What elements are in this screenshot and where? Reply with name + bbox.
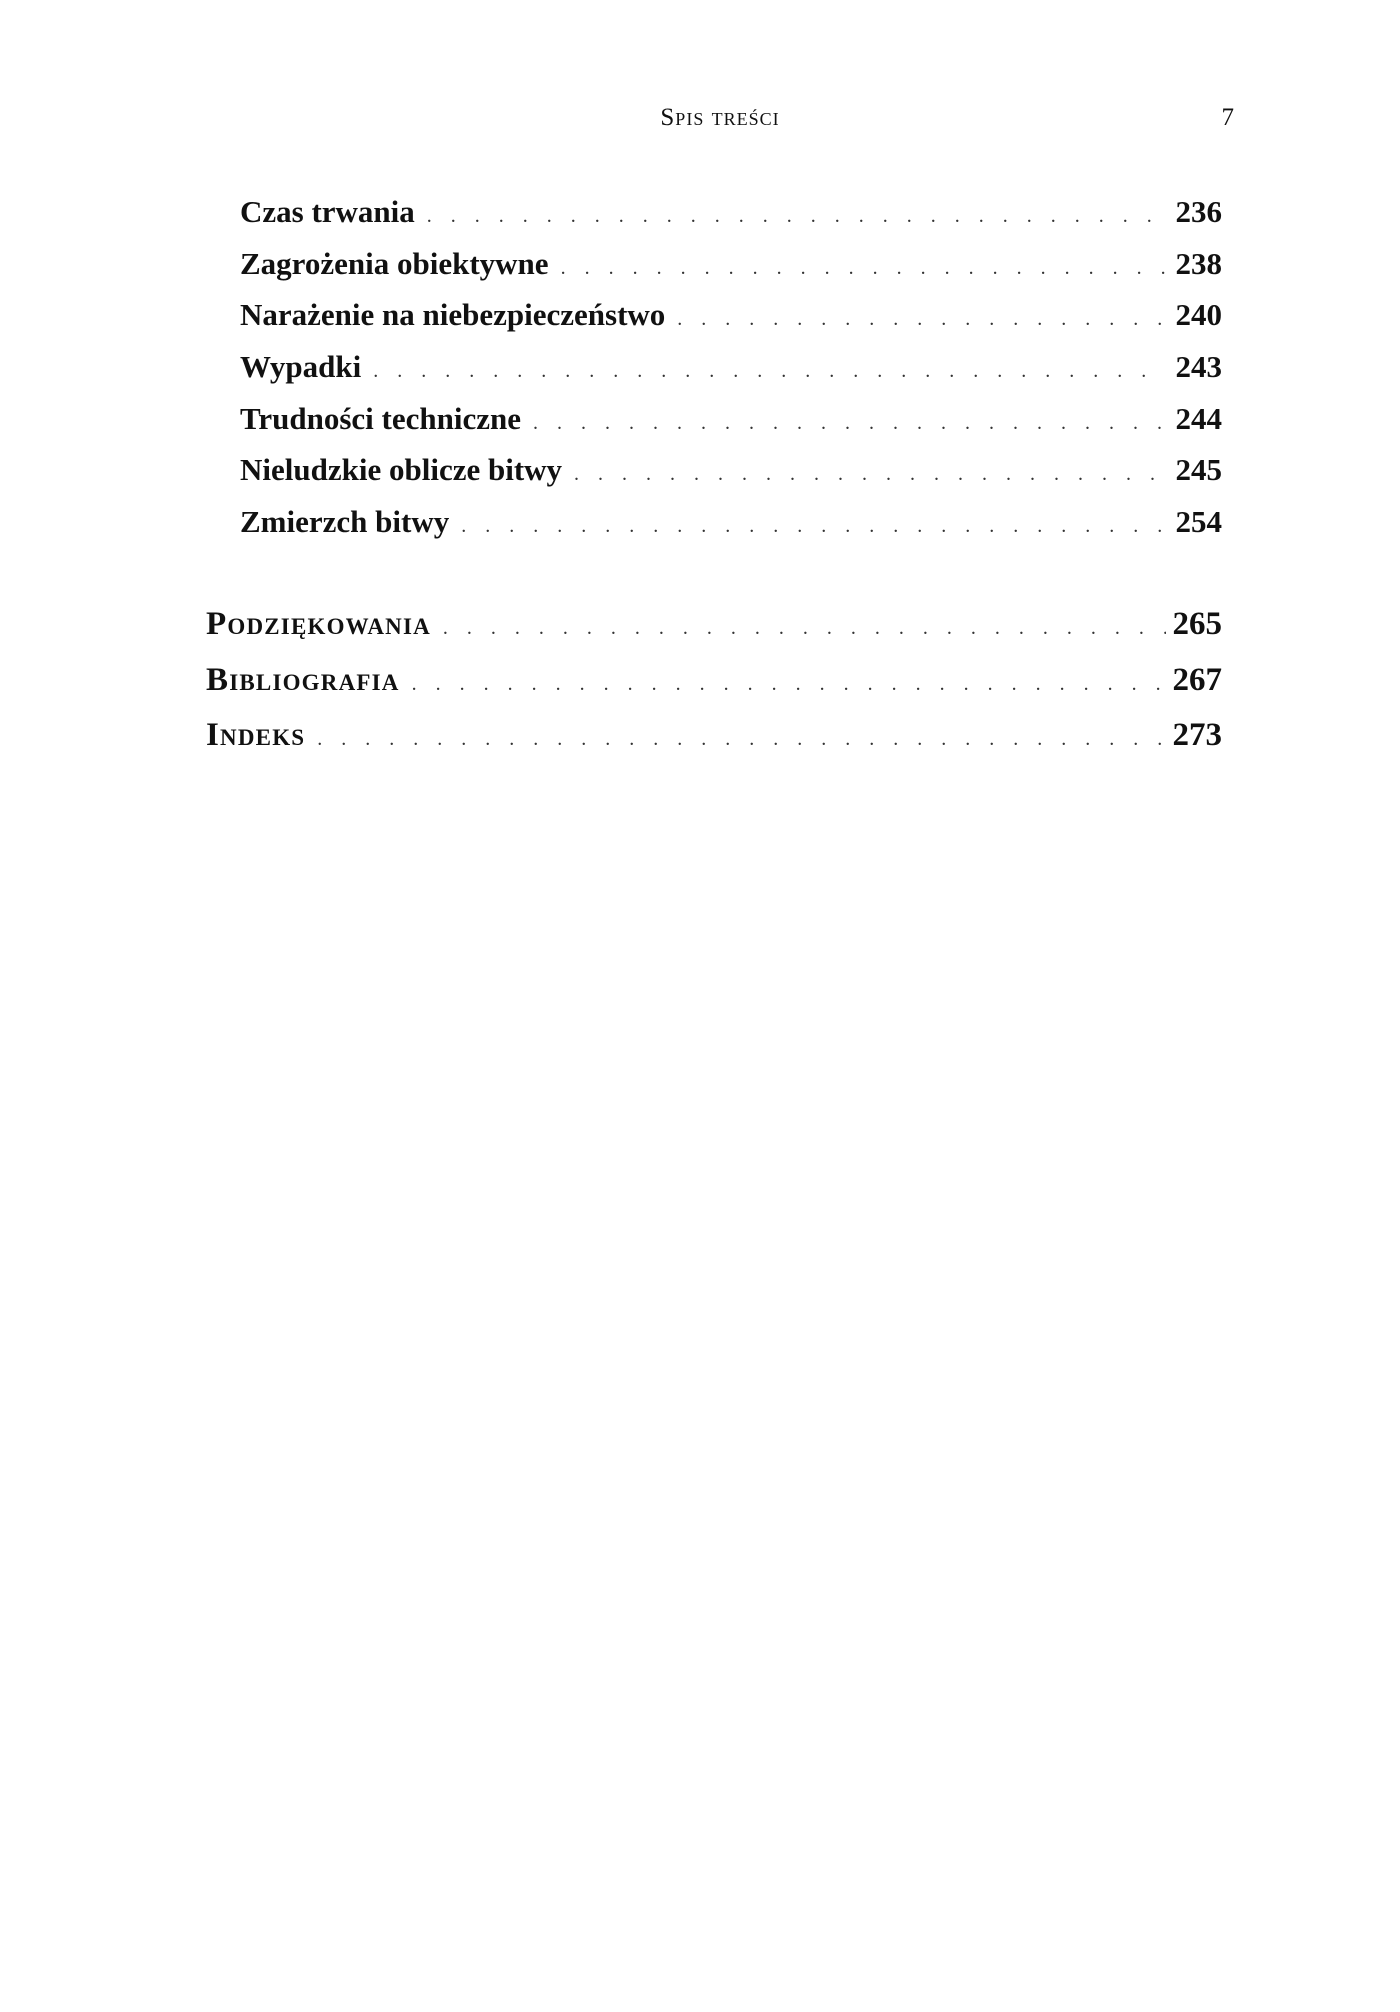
toc-entry-page: 236 [1175,194,1222,229]
toc-entry-page: 240 [1175,297,1222,333]
toc-section-page: 265 [1172,606,1222,642]
toc-section-page: 267 [1172,661,1222,698]
toc-section-entry [206,597,1222,653]
toc-section-label: Bibliografia [206,661,400,698]
toc-section-label: Indeks [206,717,306,753]
toc-entry [240,341,1222,393]
dot-leader [431,601,1166,657]
toc-entry-page: 245 [1175,452,1222,488]
dot-leader [400,657,1166,713]
toc-section-entry [206,653,1222,709]
toc-entry-page: 244 [1175,400,1222,436]
dot-leader [449,501,1166,553]
toc-entry-page: 238 [1175,245,1222,281]
running-header [0,98,1400,138]
dot-leader [415,191,1166,243]
toc-entry [240,238,1222,290]
toc-entry [240,444,1222,496]
dot-leader [562,449,1166,501]
running-title: Spis treści [660,104,780,131]
toc-section-list [206,597,1222,764]
dot-leader [361,346,1166,398]
dot-leader [665,294,1166,346]
toc-entry-label: Narażenie na niebezpieczeństwo [240,297,666,333]
toc-entry-label: Wypadki [240,349,362,385]
toc-entry [240,496,1222,548]
toc-entry-label: Trudności techniczne [240,400,521,436]
toc-section-entry [206,708,1222,764]
toc-subsection-list [240,186,1222,548]
toc-entry [240,289,1222,341]
toc-entry [240,393,1222,445]
toc-entry-page: 243 [1175,349,1222,385]
dot-leader [549,243,1166,295]
toc-entry-label: Czas trwania [240,194,415,229]
toc-entry-label: Zagrożenia obiektywne [240,245,549,281]
dot-leader [305,712,1166,768]
toc-section-label: Podziękowania [206,606,431,642]
toc-section-page: 273 [1172,717,1222,753]
toc-entry-label: Zmierzch bitwy [240,504,450,540]
toc-entry [240,186,1222,238]
toc-entry-page: 254 [1175,504,1222,540]
toc-entry-label: Nieludzkie oblicze bitwy [240,452,563,488]
dot-leader [521,398,1166,450]
page-number: 7 [1221,104,1234,131]
